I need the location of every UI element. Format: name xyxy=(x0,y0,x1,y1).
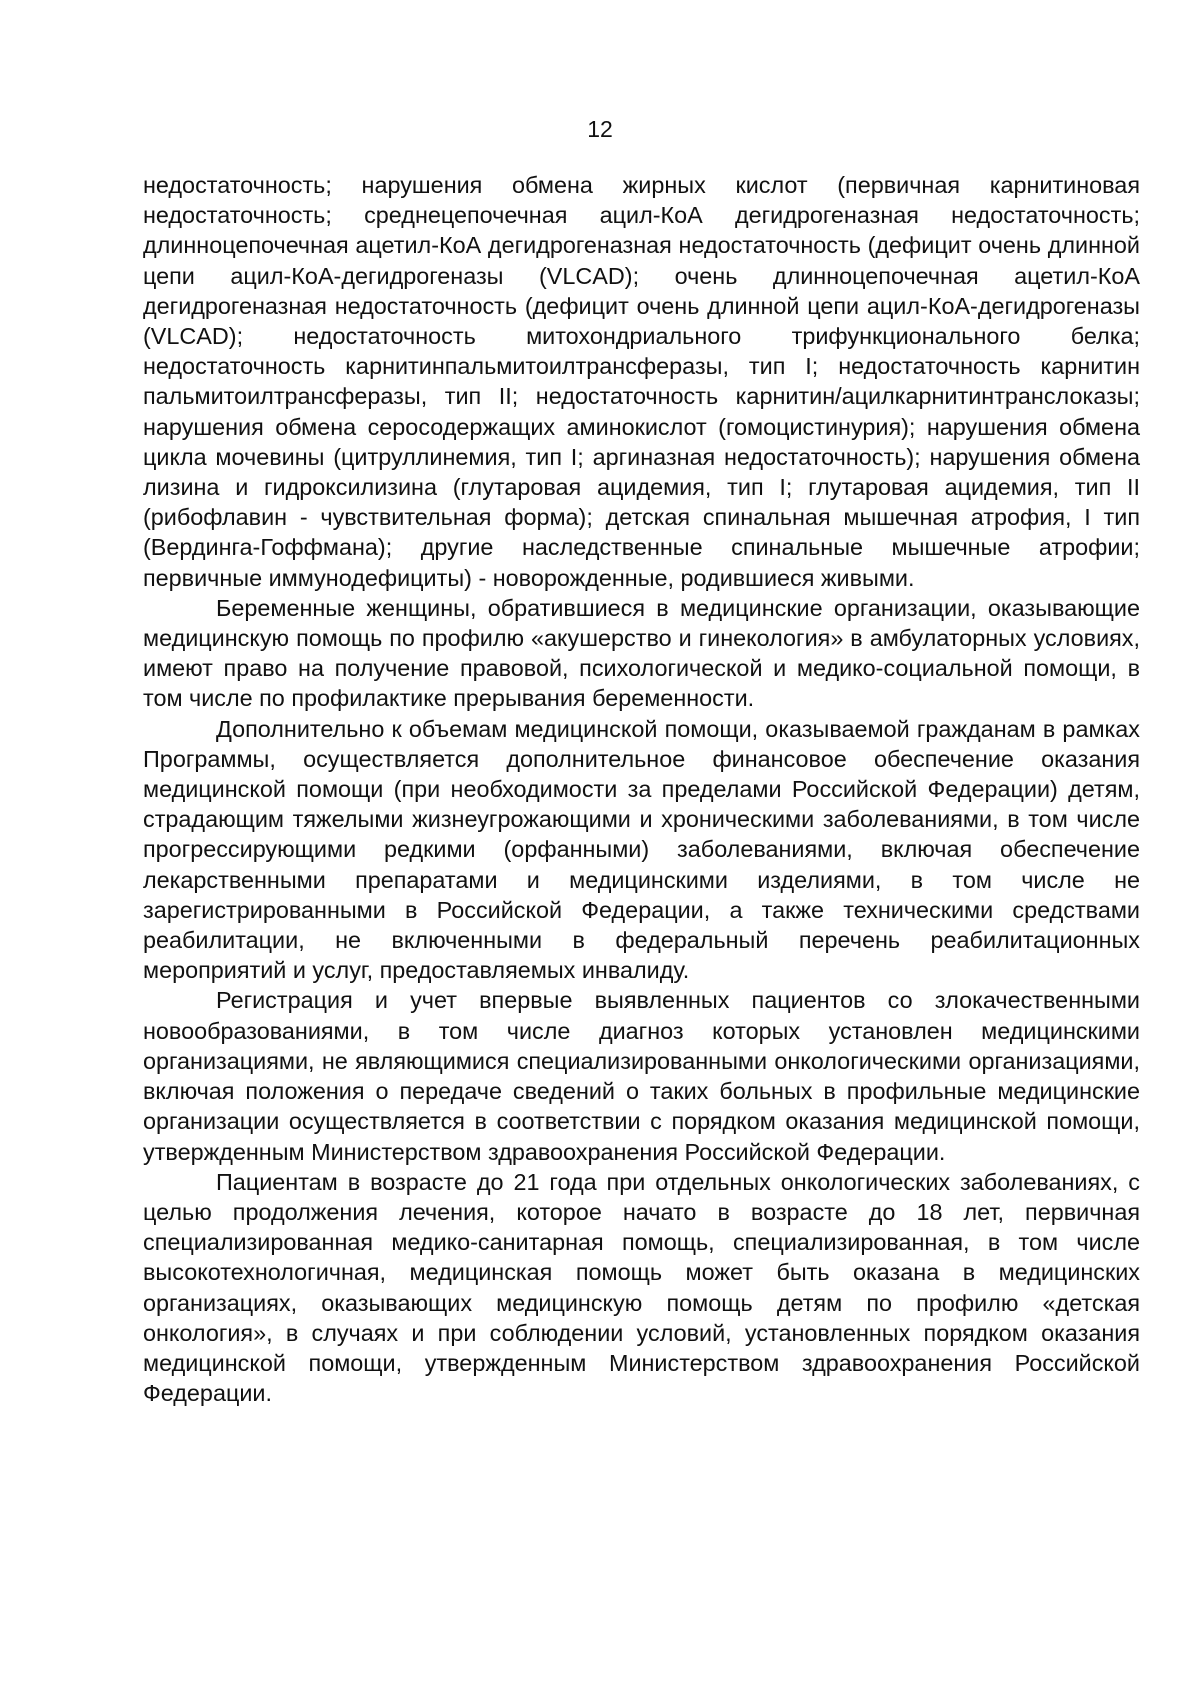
paragraph-oncology-registration: Регистрация и учет впервые выявленных пациентов со злокачественными новообразованиями, в том числе диагноз которых установлен медицинскими организациями, не являющимися специализированными онкологическими организациями, включая положения о передаче сведений о таких больных в профильные медицинские организации осуществляется в соответствии с порядком оказания медицинской помощи, утвержденным Министерством здравоохранения Российской Федерации. xyxy=(143,987,1140,1165)
paragraph-patients-under-21: Пациентам в возрасте до 21 года при отдельных онкологических заболеваниях, с целью продолжения лечения, которое начато в возрасте до 18 лет, первичная специализированная медико-санитарная помощь, специализированная, в том числе высокотехнологичная, медицинская помощь может быть оказана в медицинских организациях, оказывающих медицинскую помощь детям по профилю «детская онкология», в случаях и при соблюдении условий, установленных порядком оказания медицинской помощи, утвержденным Министерством здравоохранения Российской Федерации. xyxy=(143,1168,1140,1407)
document-body xyxy=(143,170,1140,1408)
paragraph-additional-funding: Дополнительно к объемам медицинской помощи, оказываемой гражданам в рамках Программы, осуществляется дополнительное финансовое обеспечение оказания медицинской помощи (при необходимости за пределами Российской Федерации) детям, страдающим тяжелыми жизнеугрожающими и хроническими заболеваниями, в том числе прогрессирующими редкими (орфанными) заболеваниями, включая обеспечение лекарственными препаратами и медицинскими изделиями, в том числе не зарегистрированными в Российской Федерации, а также техническими средствами реабилитации, не включенными в федеральный перечень реабилитационных мероприятий и услуг, предоставляемых инвалиду. xyxy=(143,715,1140,984)
paragraph-pregnant-women: Беременные женщины, обратившиеся в медицинские организации, оказывающие медицинскую помощь по профилю «акушерство и гинекология» в амбулаторных условиях, имеют право на получение правовой, психологической и медико-социальной помощи, в том числе по профилактике прерывания беременности. xyxy=(143,594,1140,712)
page-number: 12 xyxy=(587,116,613,142)
paragraph-continuation: недостаточность; нарушения обмена жирных кислот (первичная карнитиновая недостаточность; среднецепочечная ацил-КоА дегидрогеназная недостаточность; длинноцепочечная ацетил-КоА дегидрогеназная недостаточность (дефицит очень длинной цепи ацил-КоА-дегидрогеназы (VLCAD); очень длинноцепочечная ацетил-КоА дегидрогеназная недостаточность (дефицит очень длинной цепи ацил-КоА-дегидрогеназы (VLCAD); недостаточность митохондриального трифункционального белка; недостаточность карнитинпальмитоилтрансферазы, тип I; недостаточность карнитин пальмитоилтрансферазы, тип II; недостаточность карнитин/ацилкарнитинтранслоказы; нарушения обмена серосодержащих аминокислот (гомоцистинурия); нарушения обмена цикла мочевины (цитруллинемия, тип I; аргиназная недостаточность); нарушения обмена лизина и гидроксилизина (глутаровая ацидемия, тип I; глутаровая ацидемия, тип II (рибофлавин - чувствительная форма); детская спинальная мышечная атрофия, I тип (Вердинга-Гоффмана); другие наследственные спинальные мышечные атрофии; первичные иммунодефициты) - новорожденные, родившиеся живыми. xyxy=(143,172,1140,591)
